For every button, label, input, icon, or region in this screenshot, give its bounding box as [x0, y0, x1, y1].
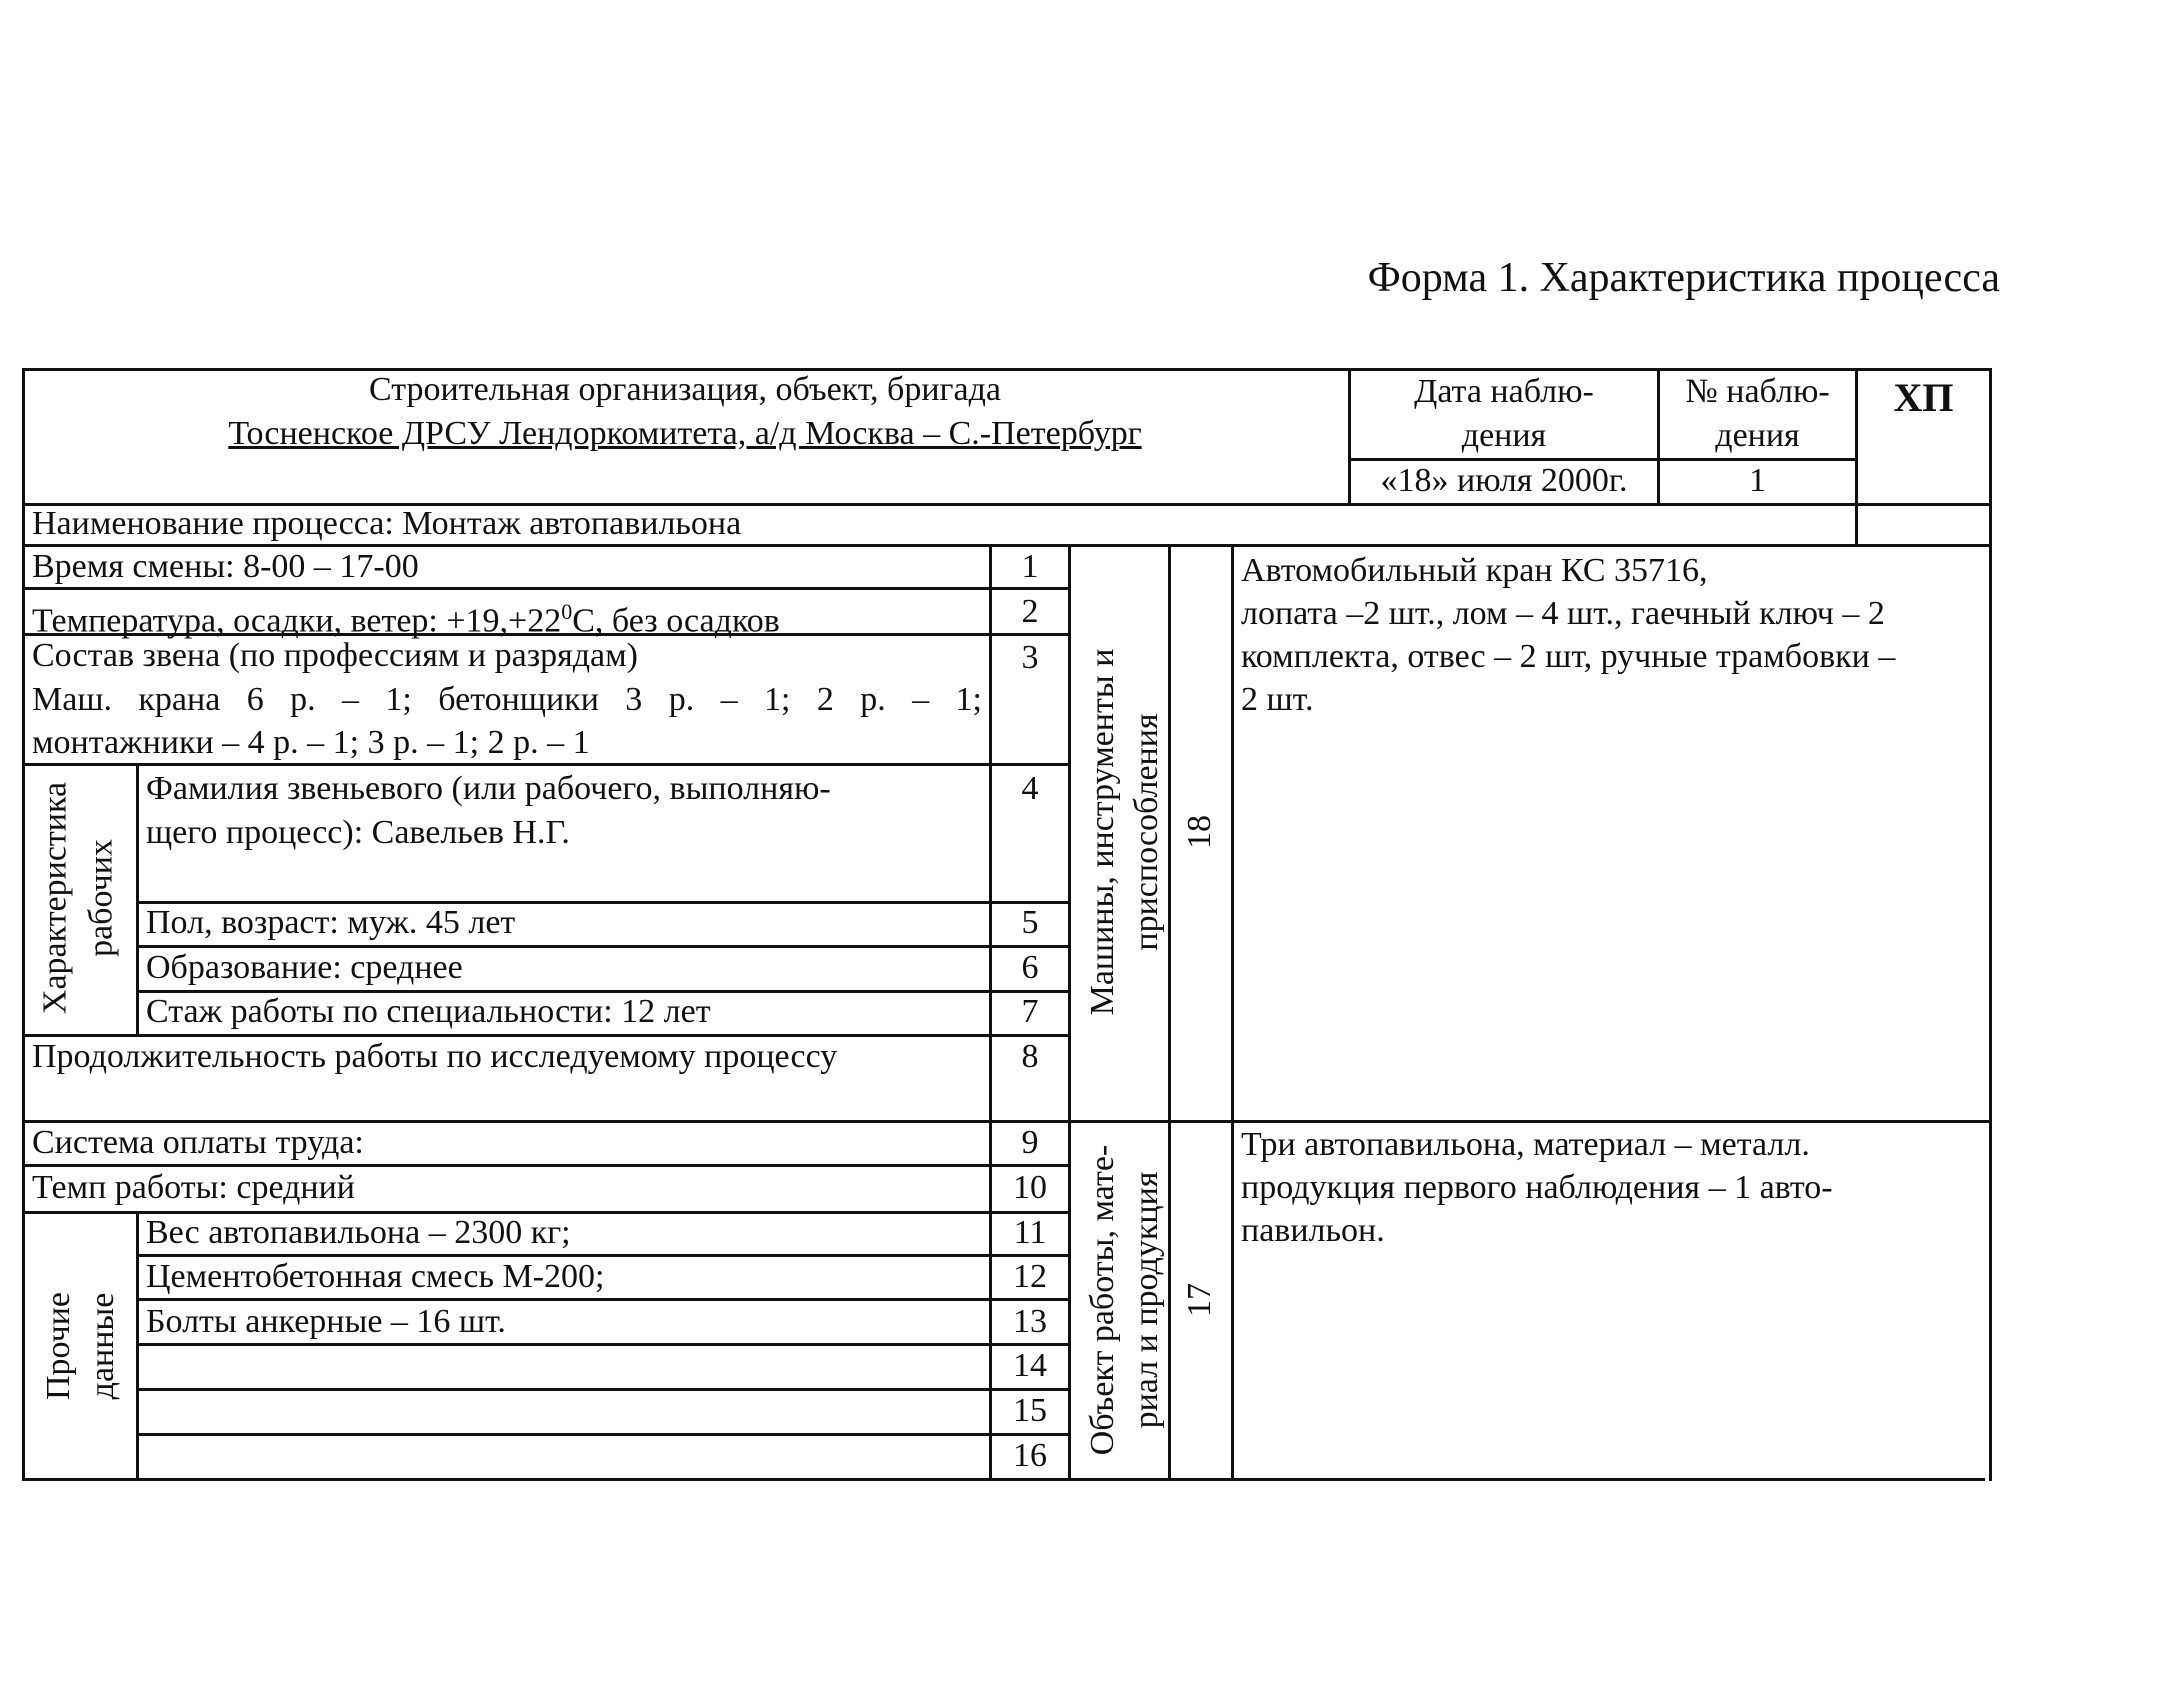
row-5-text: Пол, возраст: муж. 45 лет [146, 904, 516, 941]
col-code-right [1231, 544, 1234, 1481]
row-2-sup: 0 [561, 599, 573, 624]
row-3-line-3: монтажники – 4 р. – 1; 3 р. – 1; 2 р. – 1 [32, 724, 590, 761]
workers-label-2: рабочих [82, 839, 120, 957]
other-label-right [136, 1211, 139, 1481]
row-9-text: Система оплаты труда: [32, 1124, 364, 1161]
row-10-num: 10 [1013, 1169, 1047, 1206]
machines-line-1: Автомобильный кран КС 35716, [1241, 552, 1708, 589]
org-value: Тосненское ДРСУ Лендоркомитета, а/д Москва – С.-Петербург [228, 415, 1142, 452]
row-15-num: 15 [1013, 1392, 1047, 1429]
frame-right [1989, 368, 1992, 1481]
row-4-line-1: Фамилия звеньевого (или рабочего, выполняю- [146, 770, 831, 807]
date-label-1: Дата наблю- [1414, 373, 1594, 410]
machines-label-1: Машины, инструменты и [1084, 648, 1121, 1016]
machines-line-4: 2 шт. [1241, 681, 1314, 718]
row-4-line-2: щего процесс): Савельев Н.Г. [146, 814, 570, 851]
row-13-num: 13 [1013, 1303, 1047, 1340]
row-10-text: Темп работы: средний [32, 1169, 355, 1206]
row-14-num: 14 [1013, 1347, 1047, 1384]
other-label-1: Прочие [40, 1291, 77, 1401]
row-line-14 [136, 1388, 1070, 1391]
row-3-num: 3 [1021, 639, 1039, 676]
row-9-num: 9 [1021, 1124, 1039, 1161]
row-12-text: Цементобетонная смесь М-200; [146, 1258, 605, 1295]
obs-value: 1 [1749, 462, 1766, 499]
frame-left [22, 368, 25, 1481]
object-label-1: Объект работы, мате- [1084, 1144, 1121, 1456]
row-3-line-2: Маш. крана 6 р. – 1; бетонщики 3 р. – 1; 2 р. – 1; [32, 681, 982, 718]
process-name: Наименование процесса: Монтаж автопавильона [32, 505, 742, 542]
row-13-text: Болты анкерные – 16 шт. [146, 1303, 506, 1340]
object-line-3: павильон. [1241, 1212, 1385, 1249]
row-16-num: 16 [1013, 1437, 1047, 1474]
date-label-2: дения [1461, 417, 1547, 454]
object-code: 17 [1181, 1283, 1218, 1317]
workers-label-1: Характеристика [36, 781, 74, 1015]
obs-label-2: дения [1715, 417, 1800, 454]
row-7-text: Стаж работы по специальности: 12 лет [146, 993, 711, 1030]
row-1-num: 1 [1021, 548, 1039, 585]
row-2-text-a: Температура, осадки, ветер: +19,+22 [32, 602, 562, 640]
row-11-text: Вес автопавильона – 2300 кг; [146, 1214, 571, 1251]
other-label-2: данные [84, 1292, 121, 1400]
row-2-text-b: С, без осадков [572, 602, 780, 640]
row-1-text: Время смены: 8-00 – 17-00 [32, 548, 419, 585]
obs-label-1: № наблю- [1685, 373, 1830, 410]
frame-bottom [22, 1478, 1985, 1481]
workers-label-right [136, 763, 139, 1036]
machines-code: 18 [1181, 815, 1218, 849]
row-2-num: 2 [1021, 593, 1039, 630]
row-line-15 [136, 1433, 1070, 1436]
row-4-num: 4 [1021, 770, 1039, 807]
row-6-text: Образование: среднее [146, 949, 463, 986]
object-line-2: продукция первого наблюдения – 1 авто- [1241, 1169, 1833, 1206]
row-3-line-1: Состав звена (по профессиям и разрядам) [32, 637, 638, 674]
object-line-1: Три автопавильона, материал – металл. [1241, 1126, 1810, 1163]
form-code: ХП [1893, 375, 1954, 420]
machines-line-2: лопата –2 шт., лом – 4 шт., гаечный ключ – 2 [1241, 595, 1885, 632]
form-title: Форма 1. Характеристика процесса [1367, 255, 2000, 301]
date-value: «18» июля 2000г. [1380, 462, 1628, 499]
row-12-num: 12 [1013, 1258, 1047, 1295]
row-7-num: 7 [1021, 993, 1039, 1030]
machines-line-3: комплекта, отвес – 2 шт, ручные трамбовки – [1241, 638, 1896, 675]
org-label: Строительная организация, объект, бригада [369, 371, 1001, 408]
col-num-right [1068, 544, 1071, 1481]
row-5-num: 5 [1021, 904, 1039, 941]
object-label-2: риал и продукция [1128, 1171, 1165, 1429]
row-6-num: 6 [1021, 949, 1039, 986]
row-8-text: Продолжительность работы по исследуемому процессу [32, 1038, 838, 1075]
machines-label-2: приспособления [1128, 713, 1165, 951]
row-8-num: 8 [1021, 1038, 1039, 1075]
row-11-num: 11 [1013, 1214, 1047, 1251]
